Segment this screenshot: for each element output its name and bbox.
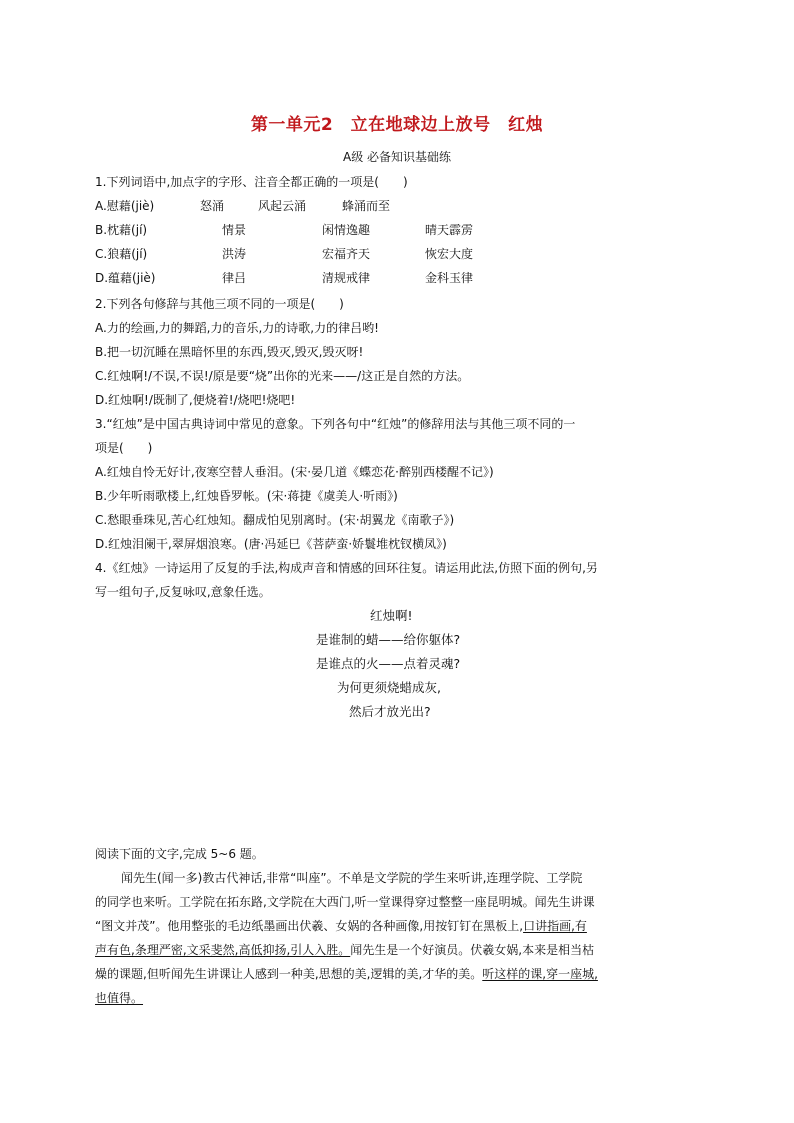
passage-text: 燥的课题,但听闻先生讲课让人感到一种美,思想的美,逻辑的美,才华的美。 (95, 967, 483, 981)
q2-option-b: B.把一切沉睡在黑暗怀里的东西,毁灭,毁灭,毁灭呀! (95, 345, 364, 359)
q4-stem-line2: 写一组句子,反复咏叹,意象任选。 (95, 585, 271, 599)
passage-line (95, 918, 587, 934)
passage-line (95, 942, 594, 958)
q1-option-d-item: 清规戒律 (322, 271, 371, 285)
underlined-text: 也值得。 (95, 991, 144, 1005)
page-title: 第一单元2 立在地球边上放号 红烛 (250, 115, 544, 135)
q1-option-a-word: A.慰藉(jiè) (95, 199, 155, 213)
q1-option-a-item: 风起云涌 (258, 199, 307, 213)
passage-text: 闻先生是一个好演员。伏羲女娲,本来是相当枯 (350, 943, 595, 957)
passage-text: “图文并茂”。他用整张的毛边纸墨画出伏羲、女娲的各种画像,用按钉钉在黑板上, (95, 919, 524, 933)
q3-stem-line2: 项是( ) (95, 441, 153, 455)
q1-stem: 1.下列词语中,加点字的字形、注音全都正确的一项是( ) (95, 175, 408, 189)
poem-line: 是谁制的蜡——给你躯体? (316, 632, 461, 647)
poem-line: 是谁点的火——点着灵魂? (316, 656, 461, 671)
passage-line (95, 990, 143, 1006)
section-subtitle: A级 必备知识基础练 (342, 150, 452, 164)
poem-line: 红烛啊! (370, 608, 413, 623)
q1-option-b-item: 晴天霹雳 (425, 223, 474, 237)
q1-option-c-item: 宏福齐天 (322, 247, 371, 261)
q1-option-b-item: 情景 (222, 223, 247, 237)
q1-option-c-item: 恢宏大度 (425, 247, 474, 261)
q3-option-d: D.红烛泪阑干,翠屏烟浪寒。(唐·冯延巳《菩萨蛮·娇鬟堆枕钗横凤》) (95, 537, 447, 551)
q2-option-a: A.力的绘画,力的舞蹈,力的音乐,力的诗歌,力的律吕哟! (95, 321, 379, 335)
underlined-text: 口讲指画,有 (523, 919, 587, 933)
q3-option-a: A.红烛自怜无好计,夜寒空替人垂泪。(宋·晏几道《蝶恋花·醉别西楼醒不记》) (95, 465, 494, 479)
q1-option-d-item: 金科玉律 (425, 271, 474, 285)
q1-option-b-item: 闲情逸趣 (322, 223, 371, 237)
q1-option-c-word: C.狼藉(jí) (95, 247, 148, 261)
q3-option-b: B.少年听雨歌楼上,红烛昏罗帐。(宋·蒋捷《虞美人·听雨》) (95, 489, 398, 503)
q1-option-c-item: 洪涛 (222, 247, 247, 261)
reading-intro: 阅读下面的文字,完成 5~6 题。 (95, 847, 264, 861)
q2-option-c: C.红烛啊!/不误,不误!/原是要“烧”出你的光来——/这正是自然的方法。 (95, 369, 470, 383)
underlined-text: 听这样的课,穿一座城, (482, 967, 598, 981)
passage-line (95, 966, 598, 982)
poem-line: 然后才放光出? (349, 704, 431, 719)
q1-option-a-item: 蜂涌而至 (342, 199, 391, 213)
q1-option-d-item: 律吕 (222, 271, 247, 285)
q1-option-b-word: B.枕藉(jí) (95, 223, 148, 237)
q3-option-c: C.愁眼垂珠见,苦心红烛知。翻成怕见别离时。(宋·胡翼龙《南歌子》) (95, 513, 455, 527)
passage-line: 的同学也来听。工学院在拓东路,文学院在大西门,听一堂课得穿过整整一座昆明城。闻先生讲课 (95, 895, 595, 909)
q2-option-d: D.红烛啊!/既制了,便烧着!/烧吧!烧吧! (95, 393, 296, 407)
q4-stem-line1: 4.《红烛》一诗运用了反复的手法,构成声音和情感的回环往复。请运用此法,仿照下面的例句,另 (95, 561, 598, 575)
q1-option-a-item: 怒涌 (200, 199, 225, 213)
q3-stem-line1: 3.“红烛”是中国古典诗词中常见的意象。下列各句中“红烛”的修辞用法与其他三项不同的一 (95, 417, 576, 431)
poem-line: 为何更须烧蜡成灰, (337, 680, 441, 695)
q2-stem: 2.下列各句修辞与其他三项不同的一项是( ) (95, 297, 344, 311)
q1-option-d-word: D.蕴藉(jiè) (95, 271, 156, 285)
passage-line: 闻先生(闻一多)教古代神话,非常“叫座”。不单是文学院的学生来听讲,连理学院、工学院 (121, 871, 583, 885)
underlined-text: 声有色,条理严密,文采斐然,高低抑扬,引人入胜。 (95, 943, 351, 957)
